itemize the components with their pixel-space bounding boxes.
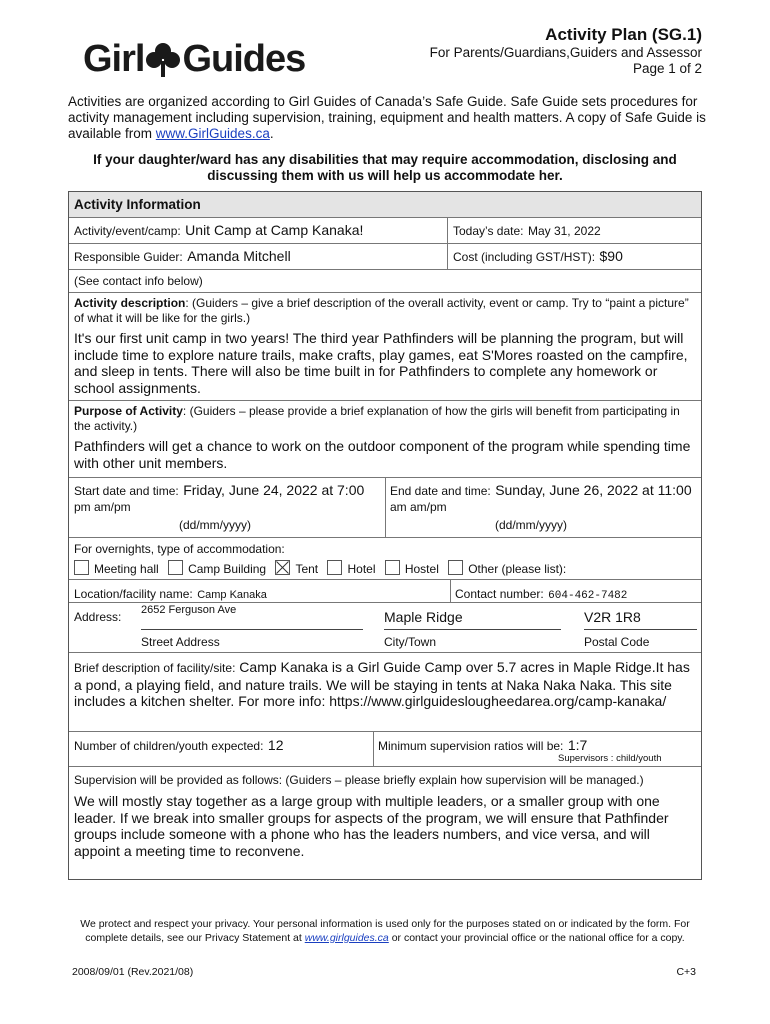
other-checkbox[interactable] (448, 560, 463, 575)
page-number: Page 1 of 2 (632, 61, 702, 76)
purpose-prompt (74, 404, 696, 434)
meeting-hall-checkbox[interactable] (74, 560, 89, 575)
purpose-label: Purpose of Activity (74, 404, 183, 418)
start-label: Start date and time: (74, 484, 179, 498)
section-title: Activity Information (74, 197, 201, 212)
description-prompt (74, 296, 696, 326)
hotel-checkbox[interactable] (327, 560, 342, 575)
contact-value: 604-462-7482 (548, 590, 628, 602)
postal-caption: Postal Code (584, 635, 650, 649)
privacy-footer (72, 917, 698, 945)
privacy-text-b: or contact your provincial office or the national office for a copy. (388, 932, 685, 944)
guider-field[interactable] (74, 248, 291, 266)
header-subtitle (430, 45, 702, 77)
option-hostel[interactable] (385, 562, 439, 576)
tent-label: Tent (295, 562, 319, 576)
contact-note: (See contact info below) (74, 274, 203, 288)
option-hotel[interactable] (327, 562, 375, 576)
address-label: Address: (74, 610, 122, 624)
location-field[interactable] (74, 585, 267, 603)
other-label: Other (please list): (468, 562, 567, 576)
start-ampm: pm am/pm (74, 500, 131, 514)
activity-label: Activity/event/camp: (74, 224, 181, 238)
contact-field[interactable] (455, 585, 627, 603)
intro-paragraph (68, 94, 708, 142)
end-date-format: (dd/mm/yyyy) (495, 518, 567, 532)
privacy-text-a: We protect and respect your privacy. Your personal information is used only for the purposes stated on or indicated by the form. For complete details, see our Privacy Statement at (80, 918, 690, 944)
revision-date: 2008/09/01 (Rev.2021/08) (72, 966, 194, 978)
start-value: Friday, June 24, 2022 at 7:00 (183, 482, 365, 498)
logo-text-guides: Guides (182, 38, 306, 80)
location-value: Camp Kanaka (197, 589, 267, 601)
cost-value: $90 (599, 248, 623, 264)
description-value[interactable]: It's our first unit camp in two years! The third year Pathfinders will be planning the program, but will include time to explore nature trails, make crafts, play games, eat S'Mores roasted on the campfire, and sleep in tents. There will also be time built in for Pathfinders to complete any homework or school assignments. (74, 330, 688, 396)
ratio-label: Minimum supervision ratios will be: (378, 739, 564, 753)
option-tent[interactable] (275, 562, 318, 576)
end-field[interactable] (390, 482, 702, 515)
children-value: 12 (267, 737, 284, 753)
form-code: C+3 (676, 966, 696, 978)
girlguides-link[interactable]: www.GirlGuides.ca (155, 126, 270, 141)
start-field[interactable] (74, 482, 382, 515)
date-label: Today’s date: (453, 224, 524, 238)
site-field[interactable] (74, 659, 698, 710)
children-label: Number of children/youth expected: (74, 739, 264, 753)
end-label: End date and time: (390, 484, 491, 498)
description-label: Activity description (74, 296, 186, 310)
cost-field[interactable] (453, 248, 623, 266)
city-value[interactable]: Maple Ridge (384, 609, 463, 625)
ratio-field[interactable] (378, 737, 587, 755)
site-label: Brief description of facility/site: (74, 661, 236, 675)
purpose-value[interactable]: Pathfinders will get a chance to work on the outdoor component of the program while spending time with other unit members. (74, 438, 691, 471)
page-title: Activity Plan (SG.1) (545, 25, 702, 44)
logo-text-girl: Girl (83, 38, 145, 80)
end-ampm: am am/pm (390, 500, 447, 514)
hostel-label: Hostel (404, 562, 439, 576)
option-other[interactable] (448, 562, 566, 576)
street-caption: Street Address (141, 635, 220, 649)
description-hint: : (Guiders – give a brief description of the overall activity, event or camp. Try to “paint a picture” of what it will be like for the girls.) (74, 296, 689, 325)
date-field[interactable] (453, 222, 601, 240)
hotel-label: Hotel (347, 562, 376, 576)
camp-building-checkbox[interactable] (168, 560, 183, 575)
street-value[interactable]: 2652 Ferguson Ave (141, 604, 237, 616)
option-camp-building[interactable] (168, 562, 266, 576)
site-value: Camp Kanaka is a Girl Guide Camp over 5.7 acres in Maple Ridge.It has a pond, a playing field, and nature trails. We will be staying in tents at Naka Naka Naka. This site includes a kitchen shelter. For more info: https://www.girlguideslougheedarea.org/camp-kanaka/ (74, 659, 690, 709)
tent-checkbox[interactable] (275, 560, 290, 575)
supervision-value[interactable]: We will mostly stay together as a large group with multiple leaders, or a smaller group with one leader. If we break into smaller groups for aspects of the program, we will ensure that Pathfinder groups include someone with a phone who has the leaders numbers, and vice versa, and will appoint a meeting time to reconvene. (74, 793, 669, 859)
girl-guides-logo (83, 38, 305, 81)
accommodation-options (74, 560, 566, 576)
postal-value[interactable]: V2R 1R8 (584, 609, 641, 625)
end-value: Sunday, June 26, 2022 at 11:00 (495, 482, 692, 498)
intro-end: . (269, 126, 274, 141)
children-field[interactable] (74, 737, 283, 755)
city-caption: City/Town (384, 635, 437, 649)
camp-building-label: Camp Building (188, 562, 267, 576)
trefoil-icon (145, 41, 181, 79)
guider-label: Responsible Guider: (74, 250, 183, 264)
activity-form (68, 191, 702, 880)
guider-value: Amanda Mitchell (187, 248, 291, 264)
cost-label: Cost (including GST/HST): (453, 250, 596, 264)
hostel-checkbox[interactable] (385, 560, 400, 575)
intro-text: Activities are organized according to Girl Guides of Canada’s Safe Guide. Safe Guide sets procedures for activity management including supervision, training, equipment and health matters. A copy of Safe Guide is available from (68, 94, 706, 141)
contact-label: Contact number: (455, 587, 544, 601)
start-date-format: (dd/mm/yyyy) (179, 518, 251, 532)
disability-notice: If your daughter/ward has any disabilities that may require accommodation, disclosing and discussing them with us will help us accommodate her. (93, 152, 677, 183)
meeting-hall-label: Meeting hall (94, 562, 159, 576)
overnight-label: For overnights, type of accommodation: (74, 542, 285, 556)
privacy-link[interactable]: www.girlguides.ca (304, 932, 389, 944)
supervision-label: Supervision will be provided as follows: (Guiders – please briefly explain how supervision will be managed.) (74, 773, 644, 787)
activity-value: Unit Camp at Camp Kanaka! (185, 222, 364, 238)
activity-field[interactable] (74, 222, 363, 240)
option-meeting-hall[interactable] (74, 562, 159, 576)
purpose-hint: : (Guiders – please provide a brief explanation of how the girls will benefit from participating in the activity.) (74, 404, 680, 433)
date-value: May 31, 2022 (527, 224, 601, 238)
audience-line: For Parents/Guardians,Guiders and Assessor (429, 45, 702, 60)
location-label: Location/facility name: (74, 587, 193, 601)
ratio-caption: Supervisors : child/youth (558, 753, 662, 764)
ratio-value: 1:7 (567, 737, 588, 753)
